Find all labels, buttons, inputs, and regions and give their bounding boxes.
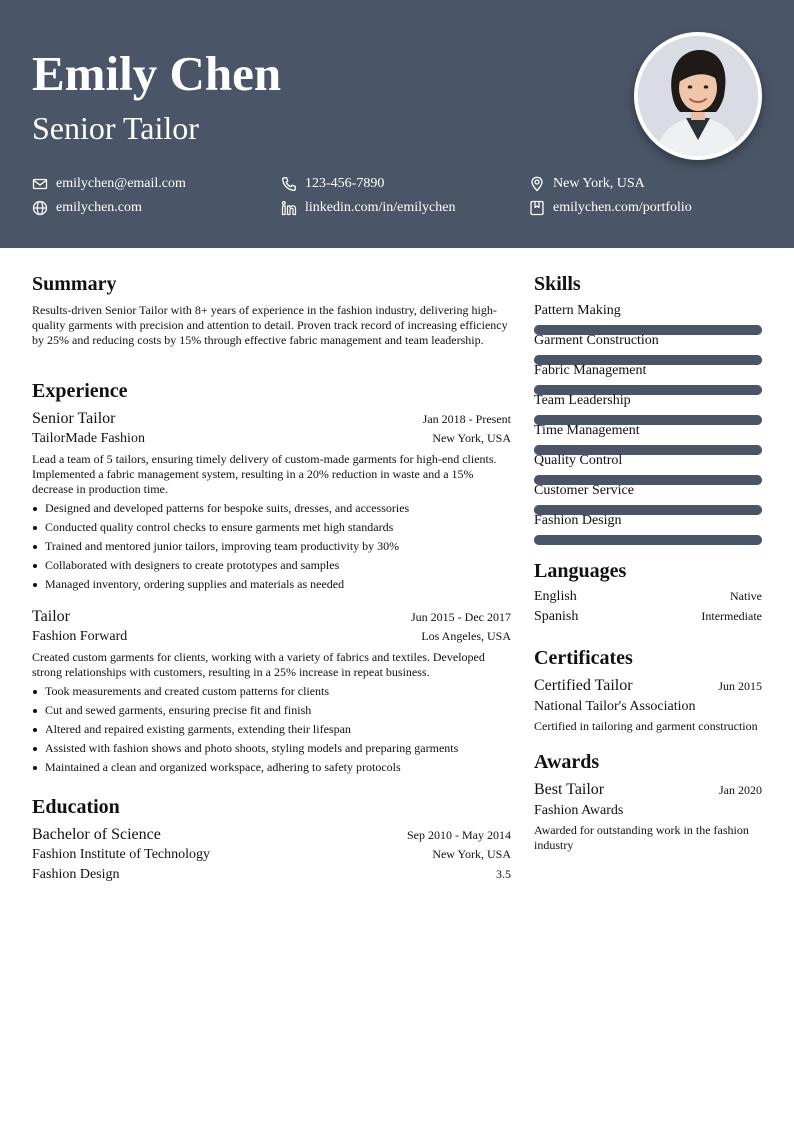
summary-text: Results-driven Senior Tailor with 8+ years of experience in the fashion industry, delivering high-quality garments with precision and attention to detail. Proven track record of increasing efficiency by 25% and reducing costs by 15% through effective fabric management and team leadership. (32, 303, 508, 347)
skill-name: Garment Construction (534, 333, 659, 348)
certificate-row (534, 677, 762, 695)
job-2-title-row (32, 608, 511, 626)
list-item: Cut and sewed garments, ensuring precise fit and finish (32, 701, 458, 720)
phone-icon (281, 176, 297, 192)
skill-item (534, 422, 762, 440)
list-item: Altered and repaired existing garments, extending their lifespan (32, 720, 458, 739)
job-1-company: TailorMade Fashion (32, 431, 145, 446)
skill-name: Fashion Design (534, 513, 622, 528)
award-issuer: Fashion Awards (534, 803, 624, 818)
education-school: Fashion Institute of Technology (32, 847, 211, 862)
job-2-location: Los Angeles, USA (421, 629, 511, 643)
job-1-title-row (32, 410, 511, 428)
list-item: Managed inventory, ordering supplies and materials as needed (32, 575, 409, 594)
person-name: Emily Chen (32, 46, 282, 101)
language-name: Spanish (534, 609, 579, 624)
education-gpa: 3.5 (496, 867, 511, 881)
list-item: Took measurements and created custom patterns for clients (32, 682, 458, 701)
certificate-issuer: National Tailor's Association (534, 699, 696, 714)
skill-item (534, 482, 762, 500)
job-2-dates: Jun 2015 - Dec 2017 (411, 610, 511, 624)
profile-photo (634, 32, 762, 160)
skill-bar (534, 535, 762, 545)
list-item: Designed and developed patterns for bespoke suits, dresses, and accessories (32, 499, 409, 518)
summary-heading: Summary (32, 273, 117, 295)
contact-linkedin-text: linkedin.com/in/emilychen (305, 200, 456, 215)
avatar-portrait-icon (638, 36, 758, 156)
language-name: English (534, 589, 577, 604)
language-row (534, 589, 762, 605)
skill-name: Pattern Making (534, 303, 621, 318)
skill-name: Time Management (534, 423, 640, 438)
job-2-title: Tailor (32, 608, 70, 625)
contact-phone-text: 123-456-7890 (305, 176, 385, 191)
contact-linkedin[interactable] (281, 199, 455, 217)
globe-icon (32, 200, 48, 216)
skill-name: Fabric Management (534, 363, 647, 378)
skill-bar-fill (534, 535, 762, 545)
job-2-bullets (32, 682, 458, 777)
portfolio-icon (529, 200, 545, 216)
job-1-company-row (32, 431, 511, 447)
contact-website[interactable] (32, 199, 142, 217)
job-1-dates: Jan 2018 - Present (422, 412, 511, 426)
skill-name: Quality Control (534, 453, 623, 468)
contact-email[interactable] (32, 175, 186, 193)
award-row (534, 781, 762, 799)
job-1-bullets (32, 499, 409, 594)
experience-heading: Experience (32, 380, 128, 402)
education-field-row (32, 867, 511, 883)
job-1-title: Senior Tailor (32, 410, 116, 427)
job-2-description: Created custom garments for clients, working with a variety of fabrics and textiles. Developed strong relationships with customers, resulting in a 25% increase in repeat business. (32, 650, 485, 679)
education-school-row (32, 847, 511, 863)
language-level: Native (730, 589, 762, 603)
education-field: Fashion Design (32, 867, 120, 882)
linkedin-icon (281, 200, 297, 216)
contact-portfolio[interactable] (529, 199, 692, 217)
skill-item (534, 302, 762, 320)
contact-location-text: New York, USA (553, 176, 645, 191)
skill-name: Team Leadership (534, 393, 631, 408)
contact-portfolio-text: emilychen.com/portfolio (553, 200, 692, 215)
skill-name: Customer Service (534, 483, 634, 498)
education-dates: Sep 2010 - May 2014 (407, 828, 511, 842)
language-level: Intermediate (701, 609, 762, 623)
skill-item (534, 452, 762, 470)
language-row (534, 609, 762, 625)
award-name: Best Tailor (534, 781, 605, 798)
contact-phone[interactable] (281, 175, 384, 193)
job-2-company-row (32, 629, 511, 645)
certificate-name: Certified Tailor (534, 677, 633, 694)
job-1-description: Lead a team of 5 tailors, ensuring timely delivery of custom-made garments for high-end clients. Implemented a fabric management system, resulting in a 20% reduction in waste and a 15% decrease in production time. (32, 452, 497, 496)
list-item: Maintained a clean and organized workspace, adhering to safety protocols (32, 758, 458, 777)
job-1-location: New York, USA (432, 431, 511, 445)
list-item: Trained and mentored junior tailors, improving team productivity by 30% (32, 537, 409, 556)
skill-item (534, 512, 762, 530)
education-degree: Bachelor of Science (32, 826, 161, 843)
job-title: Senior Tailor (32, 110, 199, 146)
awards-heading: Awards (534, 751, 600, 773)
award-description: Awarded for outstanding work in the fashion industry (534, 823, 749, 852)
certificates-heading: Certificates (534, 647, 633, 669)
skill-item (534, 332, 762, 350)
list-item: Collaborated with designers to create prototypes and samples (32, 556, 409, 575)
skill-item (534, 362, 762, 380)
list-item: Conducted quality control checks to ensure garments met high standards (32, 518, 409, 537)
contact-email-text: emilychen@email.com (56, 176, 186, 191)
education-heading: Education (32, 796, 120, 818)
award-date: Jan 2020 (719, 783, 762, 797)
resume-header (0, 0, 794, 248)
contact-location (529, 175, 645, 193)
location-pin-icon (529, 176, 545, 192)
certificate-description: Certified in tailoring and garment construction (534, 719, 758, 733)
contact-website-text: emilychen.com (56, 200, 142, 215)
list-item: Assisted with fashion shows and photo shoots, styling models and preparing garments (32, 739, 458, 758)
mail-icon (32, 176, 48, 192)
skill-item (534, 392, 762, 410)
education-location: New York, USA (432, 847, 511, 861)
education-degree-row (32, 826, 511, 844)
languages-heading: Languages (534, 560, 627, 582)
certificate-date: Jun 2015 (718, 679, 762, 693)
job-2-company: Fashion Forward (32, 629, 128, 644)
skills-heading: Skills (534, 273, 581, 295)
